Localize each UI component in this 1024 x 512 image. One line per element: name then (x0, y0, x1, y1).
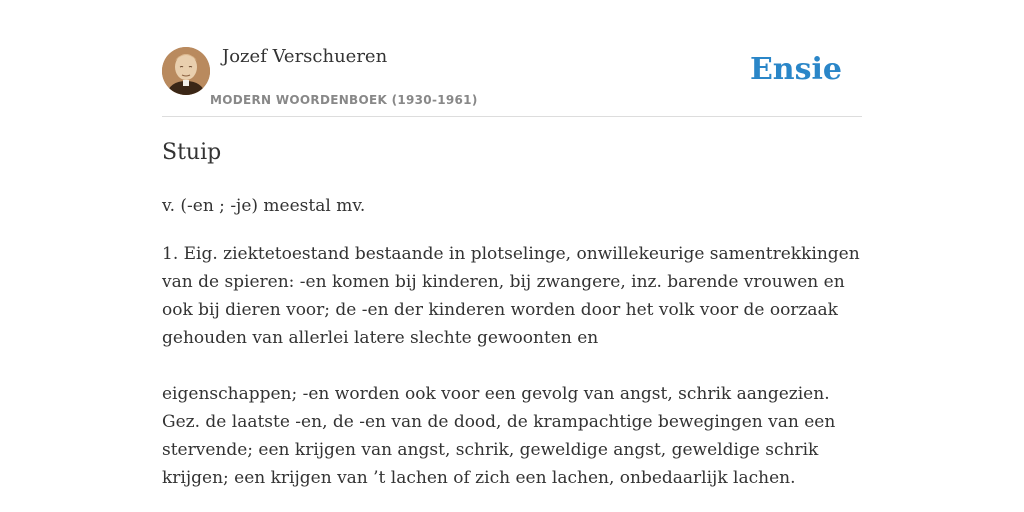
entry-grammar: v. (-en ; -je) meestal mv. (162, 196, 366, 216)
source-label[interactable]: MODERN WOORDENBOEK (1930-1961) (210, 93, 478, 107)
author-avatar[interactable] (162, 47, 210, 95)
brand-logo[interactable]: Ensie (749, 52, 842, 87)
entry-title: Stuip (162, 140, 222, 165)
author-name[interactable]: Jozef Verschueren (222, 46, 388, 67)
page (162, 0, 862, 512)
definition-paragraph-2: eigenschappen; -en worden ook voor een gevolg van angst, schrik aangezien. Gez. de laatste -en, de -en van de dood, de krampachtige bewegingen van een stervende; een krijgen van angst, schrik, geweldige angst, geweldige schrik krijgen; een krijgen van ’t lachen of zich een lachen, onbedaarlijk lachen. (162, 384, 836, 488)
header (162, 0, 862, 117)
definition-paragraph-1: 1. Eig. ziektetoestand bestaande in plotselinge, onwillekeurige samentrekkingen van de spieren: -en komen bij kinderen, bij zwangere, inz. barende vrouwen en ook bij dieren voor; de -en der kinderen worden door het volk voor de oorzaak gehouden van allerlei latere slechte gewoonten en (162, 244, 860, 348)
author-portrait-icon (162, 47, 210, 95)
paragraph-gap (162, 352, 862, 380)
entry-definition (162, 240, 862, 492)
